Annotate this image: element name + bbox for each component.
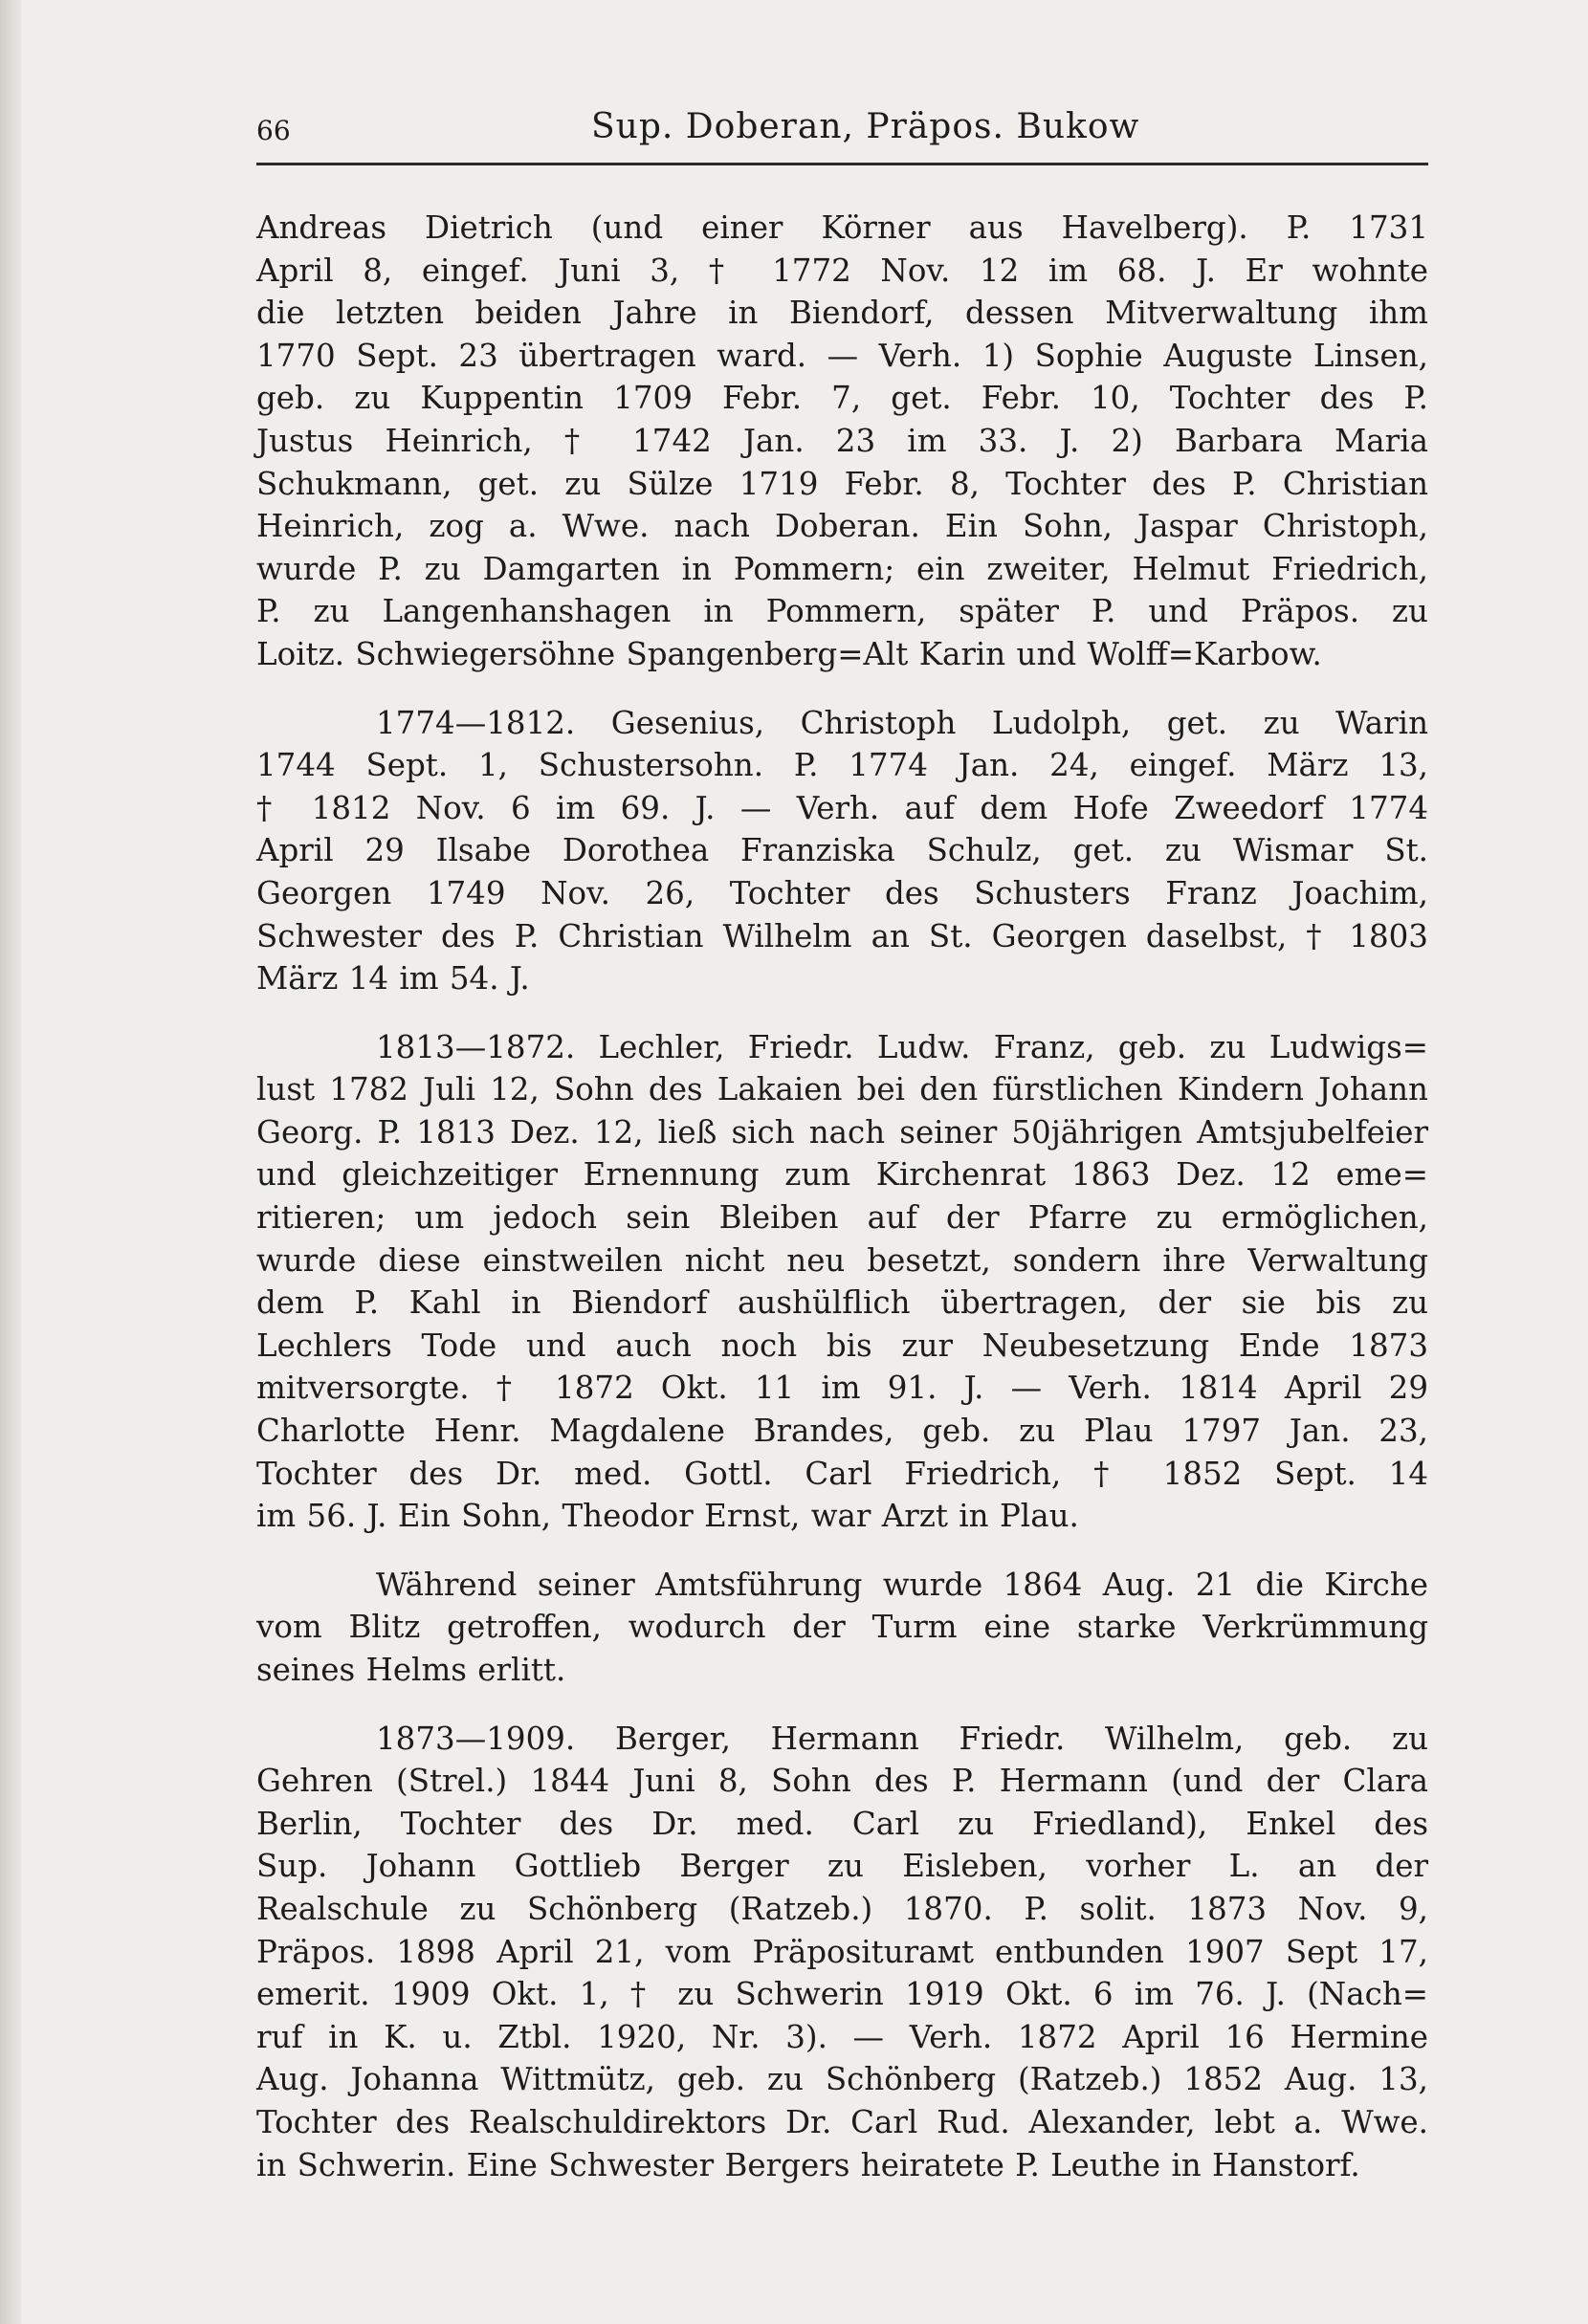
text-line: Charlotte Henr. Magdalene Brandes, geb. zu Plau 1797 Jan. 23, <box>256 1413 1428 1450</box>
paragraph-lechler <box>256 1026 1428 1538</box>
paragraph-gap <box>256 676 1428 702</box>
paragraph-berger <box>256 1718 1428 2187</box>
text-line: Georg. P. 1813 Dez. 12, ließ sich nach seiner 50jährigen Amtsjubelfeier <box>256 1113 1428 1151</box>
book-page <box>256 107 1428 2183</box>
text-line: Tochter des Realschuldirektors Dr. Carl Rud. Alexander, lebt a. Wwe. <box>256 2103 1428 2140</box>
header-rule <box>256 163 1428 165</box>
text-line: Georgen 1749 Nov. 26, Tochter des Schusters Franz Joachim, <box>256 874 1428 911</box>
text-line: 1774—1812. Gesenius, Christoph Ludolph, get. zu Warin <box>376 704 1428 741</box>
text-line: Schwester des P. Christian Wilhelm an St. Georgen daselbst, † 1803 <box>256 917 1428 954</box>
text-line: Tochter des Dr. med. Gottl. Carl Friedrich, † 1852 Sept. 14 <box>256 1455 1428 1492</box>
text-line: wurde diese einstweilen nicht neu besetzt, sondern ihre Verwaltung <box>256 1241 1428 1279</box>
page-binding-edge <box>0 0 21 2324</box>
text-line: Loitz. Schwiegersöhne Spangenberg=Alt Karin und Wolff=Karbow. <box>256 635 1322 672</box>
text-line: Während seiner Amtsführung wurde 1864 Aug. 21 die Kirche <box>376 1566 1428 1603</box>
text-line: im 56. J. Ein Sohn, Theodor Ernst, war Arzt in Plau. <box>256 1498 1079 1535</box>
text-line: vom Blitz getroffen, wodurch der Turm eine starke Verkrümmung <box>256 1609 1428 1646</box>
text-line: Justus Heinrich, † 1742 Jan. 23 im 33. J. 2) Barbara Maria <box>256 422 1428 459</box>
text-line: lust 1782 Juli 12, Sohn des Lakaien bei den fürstlichen Kindern Johann <box>256 1071 1428 1108</box>
text-line: April 29 Ilsabe Dorothea Franziska Schulz, get. zu Wismar St. <box>256 832 1428 869</box>
text-line: Heinrich, zog a. Wwe. nach Doberan. Ein Sohn, Jaspar Christoph, <box>256 508 1428 545</box>
text-line: ruf in K. u. Ztbl. 1920, Nr. 3). — Verh. 1872 April 16 Hermine <box>256 2018 1428 2055</box>
text-line: Gehren (Strel.) 1844 Juni 8, Sohn des P. Hermann (und der Clara <box>256 1763 1428 1800</box>
text-line: Andreas Dietrich (und einer Körner aus Havelberg). P. 1731 <box>256 209 1428 246</box>
text-line: März 14 im 54. J. <box>256 960 530 998</box>
paragraph-gap <box>256 1538 1428 1564</box>
text-line: Realschule zu Schönberg (Ratzeb.) 1870. P. solit. 1873 Nov. 9, <box>256 1890 1428 1927</box>
page-number: 66 <box>256 115 291 146</box>
text-line: und gleichzeitiger Ernennung zum Kirchenrat 1863 Dez. 12 eme= <box>256 1156 1428 1194</box>
text-line: 1744 Sept. 1, Schustersohn. P. 1774 Jan. 24, eingef. März 13, <box>256 747 1428 784</box>
running-header <box>256 107 1428 161</box>
text-line: wurde P. zu Damgarten in Pommern; ein zweiter, Helmut Friedrich, <box>256 550 1428 587</box>
text-line: Lechlers Tode und auch noch bis zur Neubesetzung Ende 1873 <box>256 1326 1428 1364</box>
paragraph-lightning <box>256 1564 1428 1692</box>
text-line: die letzten beiden Jahre in Biendorf, dessen Mitverwaltung ihm <box>256 295 1428 332</box>
text-line: 1813—1872. Lechler, Friedr. Ludw. Franz, geb. zu Ludwigs= <box>376 1028 1428 1065</box>
text-line: April 8, eingef. Juni 3, † 1772 Nov. 12 im 68. J. Er wohnte <box>256 252 1428 289</box>
text-line: emerit. 1909 Okt. 1, † zu Schwerin 1919 Okt. 6 im 76. J. (Nach= <box>256 1976 1428 2013</box>
paragraph-dietrich <box>256 207 1428 676</box>
text-line: mitversorgte. † 1872 Okt. 11 im 91. J. — Verh. 1814 April 29 <box>256 1370 1428 1407</box>
text-line: Berlin, Tochter des Dr. med. Carl zu Friedland), Enkel des <box>256 1805 1428 1842</box>
text-line: 1770 Sept. 23 übertragen ward. — Verh. 1) Sophie Auguste Linsen, <box>256 337 1428 374</box>
body-text <box>256 207 1428 2186</box>
text-line: Schukmann, get. zu Sülze 1719 Febr. 8, Tochter des P. Christian <box>256 465 1428 502</box>
text-line: ritieren; um jedoch sein Bleiben auf der Pfarre zu ermöglichen, <box>256 1199 1428 1237</box>
running-title: Sup. Doberan, Präpos. Bukow <box>591 107 1140 146</box>
text-line: Aug. Johanna Wittmütz, geb. zu Schönberg (Ratzeb.) 1852 Aug. 13, <box>256 2061 1428 2098</box>
paragraph-gap <box>256 1692 1428 1718</box>
paragraph-gap <box>256 1000 1428 1026</box>
text-line: dem P. Kahl in Biendorf aushülflich übertragen, der sie bis zu <box>256 1284 1428 1322</box>
text-line: P. zu Langenhanshagen in Pommern, später P. und Präpos. zu <box>256 593 1428 630</box>
text-line: † 1812 Nov. 6 im 69. J. — Verh. auf dem Hofe Zweedorf 1774 <box>256 789 1428 826</box>
text-line: Sup. Johann Gottlieb Berger zu Eisleben, vorher L. an der <box>256 1848 1428 1885</box>
paragraph-gesenius <box>256 702 1428 1000</box>
text-line: Präpos. 1898 April 21, vom Präpositurамt entbunden 1907 Sept 17, <box>256 1933 1428 1970</box>
text-line: 1873—1909. Berger, Hermann Friedr. Wilhelm, geb. zu <box>376 1720 1428 1757</box>
text-line: seines Helms erlitt. <box>256 1652 566 1688</box>
text-line: in Schwerin. Eine Schwester Bergers heiratete P. Leuthe in Hanstorf. <box>256 2146 1360 2183</box>
text-line: geb. zu Kuppentin 1709 Febr. 7, get. Febr. 10, Tochter des P. <box>256 380 1428 417</box>
